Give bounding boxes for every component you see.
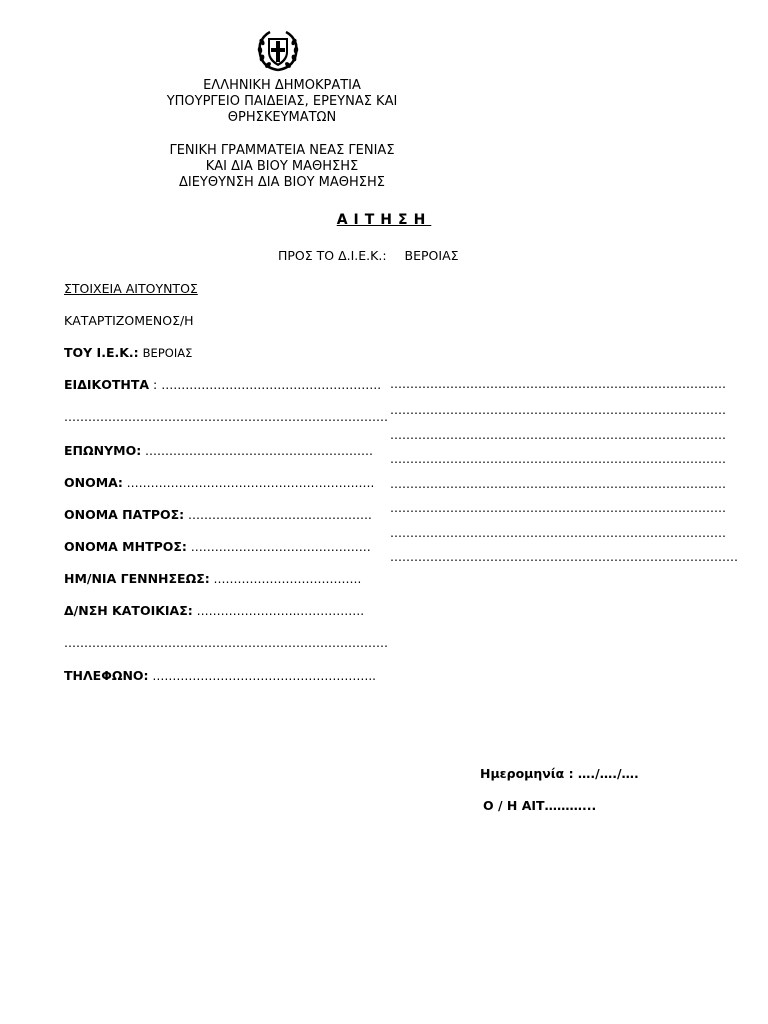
mother-name-row	[64, 539, 371, 554]
specialty-separator: :	[149, 377, 162, 392]
right-line[interactable]: …………………………………………………………………………	[390, 452, 726, 466]
header-line-secretariat: ΓΕΝΙΚΗ ΓΡΑΜΜΑΤΕΙΑ ΝΕΑΣ ΓΕΝΙΑΣ	[169, 143, 395, 158]
right-line[interactable]: …………………………………………………………………………	[390, 501, 726, 515]
signature-field[interactable]: Ο / Η ΑΙΤ………...	[483, 798, 597, 813]
surname-field[interactable]: …………………………………………………	[141, 444, 374, 458]
birth-date-row	[64, 571, 361, 586]
header-line-secretariat-cont: ΚΑΙ ΔΙΑ ΒΙΟΥ ΜΑΘΗΣΗΣ	[205, 159, 359, 174]
iek-row	[64, 345, 192, 360]
header-line-ministry: ΥΠΟΥΡΓΕΙΟ ΠΑΙΔΕΙΑΣ, ΕΡΕΥΝΑΣ ΚΑΙ	[166, 94, 398, 109]
header-line-republic: ΕΛΛΗΝΙΚΗ ΔΗΜΟΚΡΑΤΙΑ	[203, 78, 361, 93]
right-line[interactable]: …………………………………………………………………………	[390, 428, 726, 442]
name-field[interactable]: ………………………………………………….….	[122, 476, 375, 490]
surname-label: ΕΠΩΝΥΜΟ:	[64, 443, 142, 458]
phone-field[interactable]: ………………………………………………..	[148, 669, 376, 683]
name-label: ΟΝΟΜΑ:	[64, 475, 123, 490]
name-row	[64, 475, 374, 490]
trainee-label: ΚΑΤΑΡΤΙΖΟΜΕΝΟΣ/Η	[64, 313, 194, 328]
father-name-field[interactable]: ……………………………………….	[184, 508, 372, 522]
birth-date-field[interactable]: ……………………………….	[209, 572, 362, 586]
surname-row	[64, 443, 373, 458]
iek-value: ΒΕΡΟΙΑΣ	[142, 346, 193, 360]
phone-row	[64, 668, 376, 683]
iek-label: ΤΟΥ Ι.Ε.Κ.:	[64, 345, 139, 360]
right-line[interactable]: …………………………………………………………………………	[390, 526, 726, 540]
mother-name-field[interactable]: ………………………………………	[186, 540, 371, 554]
date-field[interactable]: Ημερομηνία : …./…./….	[480, 766, 639, 781]
right-line[interactable]: ……………………………………………………………………………	[390, 550, 738, 564]
right-line[interactable]: …………………………………………………………………………	[390, 377, 726, 391]
specialty-row	[64, 377, 381, 392]
right-line[interactable]: …………………………………………………………………………	[390, 403, 726, 417]
right-line[interactable]: …………………………………………………………………………	[390, 477, 726, 491]
address-row	[64, 603, 364, 618]
specialty-field[interactable]: ……………………………………………….	[161, 378, 382, 392]
header-line-directorate: ΔΙΕΥΘΥΝΣΗ ΔΙΑ ΒΙΟΥ ΜΑΘΗΣΗΣ	[178, 175, 386, 190]
section-title: ΣΤΟΙΧΕΙΑ ΑΙΤΟΥΝΤΟΣ	[64, 281, 198, 296]
birth-date-label: ΗΜ/ΝΙΑ ΓΕΝΝΗΣΕΩΣ:	[64, 571, 210, 586]
mother-name-label: ΟΝΟΜΑ ΜΗΤΡΟΣ:	[64, 539, 187, 554]
address-label: Δ/ΝΣΗ ΚΑΤΟΙΚΙΑΣ:	[64, 603, 193, 618]
father-name-row	[64, 507, 372, 522]
header-line-ministry-cont: ΘΡΗΣΚΕΥΜΑΤΩΝ	[227, 110, 337, 125]
address-field-continued[interactable]: ………………………………………………………………………	[64, 636, 388, 650]
recipient-value: ΒΕΡΟΙΑΣ	[404, 248, 459, 263]
specialty-label: ΕΙΔΙΚΟΤΗΤΑ	[64, 377, 150, 392]
father-name-label: ΟΝΟΜΑ ΠΑΤΡΟΣ:	[64, 507, 185, 522]
address-field[interactable]: ……………………..…………….	[192, 604, 365, 618]
specialty-field-continued[interactable]: ………………………………………………………………………	[64, 410, 388, 424]
document-title: ΑΙΤΗΣΗ	[336, 212, 432, 228]
phone-label: ΤΗΛΕΦΩΝΟ:	[64, 668, 149, 683]
greek-state-emblem-icon	[254, 30, 302, 72]
recipient-label: ΠΡΟΣ ΤΟ Δ.Ι.Ε.Κ.:	[278, 248, 387, 263]
recipient-line	[278, 248, 459, 263]
